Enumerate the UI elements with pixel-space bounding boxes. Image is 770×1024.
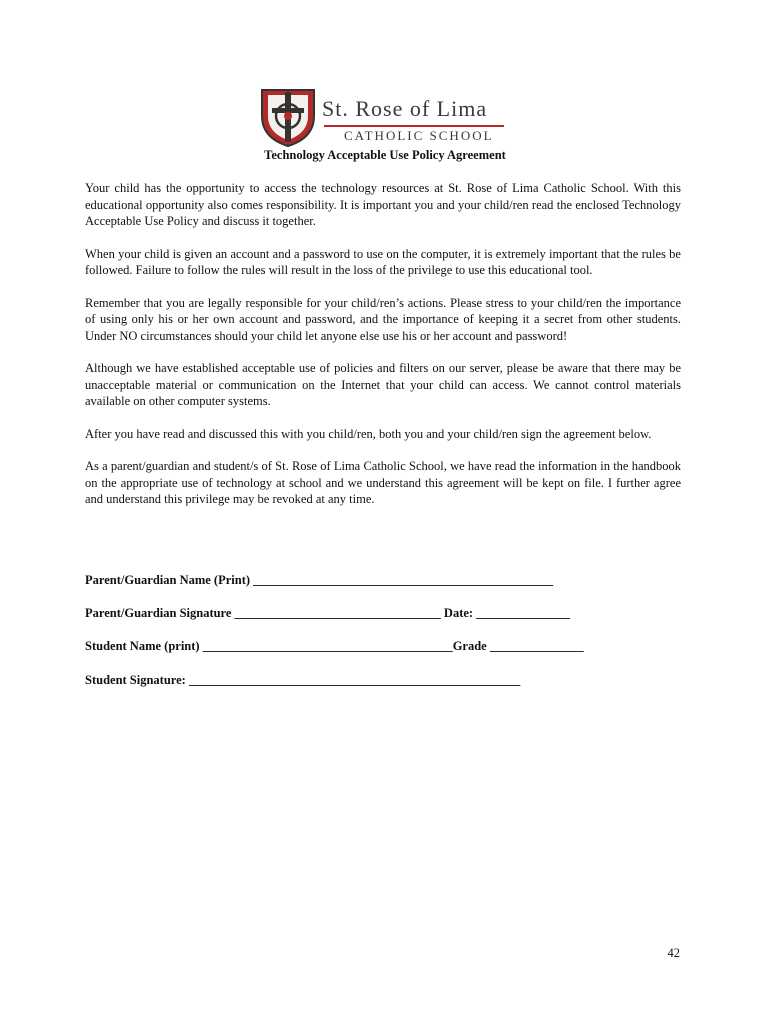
document-body — [85, 180, 681, 524]
student-name-field[interactable]: Student Name (print) ________________________________________Grade _______________ — [85, 639, 584, 653]
paragraph: After you have read and discussed this with you child/ren, both you and your child/ren sign the agreement below. — [85, 426, 652, 441]
paragraph: When your child is given an account and a password to use on the computer, it is extremely important that the rules be followed. Failure to follow the rules will result in the loss of the privilege to use this educational tool. — [85, 246, 681, 277]
page-number: 42 — [667, 946, 680, 960]
paragraph: As a parent/guardian and student/s of St. Rose of Lima Catholic School, we have read the information in the handbook on the appropriate use of technology at school and we understand this agreement will be kept on file. I further agree and understand this privilege may be revoked at any time. — [85, 459, 681, 506]
school-logo — [258, 86, 508, 150]
parent-name-field[interactable]: Parent/Guardian Name (Print) ________________________________________________ — [85, 573, 554, 587]
paragraph: Remember that you are legally responsible for your child/ren’s actions. Please stress to your child/ren the importance of using only his or her own account and password, and the importance of keeping it a secret from other students. Under NO circumstances should your child let anyone else use his or her account and password! — [85, 295, 681, 343]
shield-cross-icon — [258, 86, 318, 148]
paragraph: Although we have established acceptable use of policies and filters on our server, please be aware that there may be unacceptable material or communication on the Internet that your child can access. We cannot control materials available on other computer systems. — [85, 361, 681, 408]
signature-fields — [85, 573, 681, 706]
page-title: Technology Acceptable Use Policy Agreement — [264, 148, 506, 162]
student-signature-field[interactable]: Student Signature: _____________________________________________________ — [85, 673, 521, 687]
school-name: St. Rose of Lima — [322, 96, 488, 121]
logo-divider — [324, 125, 504, 127]
parent-signature-field[interactable]: Parent/Guardian Signature _________________________________ Date: _______________ — [85, 606, 570, 620]
paragraph: Your child has the opportunity to access the technology resources at St. Rose of Lima Catholic School. With this educational opportunity also comes responsibility. It is important you and your child/ren read the enclosed Technology Acceptable Use Policy and discuss it together. — [85, 181, 681, 228]
school-subtitle: CATHOLIC SCHOOL — [344, 128, 494, 143]
